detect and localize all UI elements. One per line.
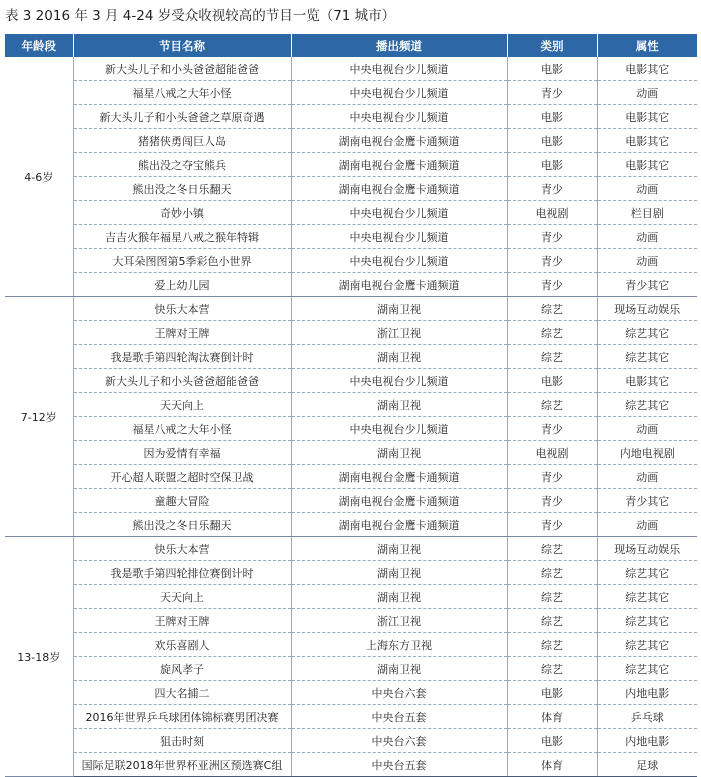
channel-cell: 湖南电视台金鹰卡通频道 (291, 153, 507, 177)
age-group-cell: 4-6岁 (5, 57, 73, 297)
table-row (5, 201, 697, 225)
table-row (5, 393, 697, 417)
category-cell: 综艺 (507, 345, 597, 369)
category-cell: 综艺 (507, 537, 597, 561)
channel-cell: 湖南卫视 (291, 585, 507, 609)
attribute-cell: 现场互动娱乐 (597, 297, 697, 321)
table-row (5, 273, 697, 297)
attribute-cell: 动画 (597, 249, 697, 273)
program-name-cell: 猪猪侠勇闯巨人岛 (73, 129, 291, 153)
category-cell: 综艺 (507, 321, 597, 345)
table-row (5, 321, 697, 345)
channel-cell: 中央台五套 (291, 753, 507, 777)
channel-cell: 湖南电视台金鹰卡通频道 (291, 273, 507, 297)
attribute-cell: 综艺其它 (597, 393, 697, 417)
category-cell: 青少 (507, 489, 597, 513)
table-row (5, 417, 697, 441)
table-row (5, 297, 697, 321)
table-row (5, 369, 697, 393)
program-name-cell: 快乐大本营 (73, 537, 291, 561)
program-name-cell: 天天向上 (73, 585, 291, 609)
program-name-cell: 我是歌手第四轮排位赛倒计时 (73, 561, 291, 585)
program-name-cell: 熊出没之冬日乐翻天 (73, 177, 291, 201)
header-program-name: 节目名称 (73, 34, 291, 57)
category-cell: 体育 (507, 705, 597, 729)
table-header-row (5, 34, 697, 57)
program-name-cell: 王牌对王牌 (73, 609, 291, 633)
category-cell: 电视剧 (507, 441, 597, 465)
table-row (5, 129, 697, 153)
attribute-cell: 综艺其它 (597, 609, 697, 633)
attribute-cell: 青少其它 (597, 489, 697, 513)
header-attribute: 属性 (597, 34, 697, 57)
channel-cell: 中央电视台少儿频道 (291, 249, 507, 273)
program-name-cell: 福星八戒之大年小怪 (73, 417, 291, 441)
attribute-cell: 电影其它 (597, 369, 697, 393)
program-name-cell: 大耳朵图图第5季彩色小世界 (73, 249, 291, 273)
attribute-cell: 青少其它 (597, 273, 697, 297)
category-cell: 青少 (507, 177, 597, 201)
attribute-cell: 电影其它 (597, 129, 697, 153)
attribute-cell: 综艺其它 (597, 321, 697, 345)
category-cell: 综艺 (507, 561, 597, 585)
attribute-cell: 综艺其它 (597, 657, 697, 681)
program-name-cell: 2016年世界乒乓球团体锦标赛男团决赛 (73, 705, 291, 729)
category-cell: 电影 (507, 153, 597, 177)
category-cell: 青少 (507, 273, 597, 297)
table-row (5, 177, 697, 201)
table-row (5, 753, 697, 777)
attribute-cell: 电影其它 (597, 57, 697, 81)
category-cell: 电影 (507, 729, 597, 753)
program-name-cell: 童趣大冒险 (73, 489, 291, 513)
channel-cell: 湖南卫视 (291, 657, 507, 681)
header-channel: 播出频道 (291, 34, 507, 57)
category-cell: 青少 (507, 417, 597, 441)
table-row (5, 609, 697, 633)
attribute-cell: 电影其它 (597, 105, 697, 129)
table-row (5, 729, 697, 753)
attribute-cell: 动画 (597, 81, 697, 105)
table-row (5, 585, 697, 609)
channel-cell: 中央电视台少儿频道 (291, 105, 507, 129)
program-name-cell: 我是歌手第四轮淘汰赛倒计时 (73, 345, 291, 369)
table-row (5, 681, 697, 705)
channel-cell: 中央台六套 (291, 729, 507, 753)
table-body (5, 57, 697, 777)
program-name-cell: 熊出没之夺宝熊兵 (73, 153, 291, 177)
age-group-cell: 13-18岁 (5, 537, 73, 777)
attribute-cell: 综艺其它 (597, 585, 697, 609)
attribute-cell: 栏目剧 (597, 201, 697, 225)
category-cell: 电影 (507, 129, 597, 153)
attribute-cell: 内地电视剧 (597, 441, 697, 465)
table-row (5, 345, 697, 369)
category-cell: 电影 (507, 369, 597, 393)
attribute-cell: 动画 (597, 513, 697, 537)
table-row (5, 225, 697, 249)
programs-table (5, 34, 697, 777)
attribute-cell: 电影其它 (597, 153, 697, 177)
attribute-cell: 动画 (597, 225, 697, 249)
program-name-cell: 快乐大本营 (73, 297, 291, 321)
attribute-cell: 综艺其它 (597, 561, 697, 585)
channel-cell: 浙江卫视 (291, 609, 507, 633)
table-row (5, 465, 697, 489)
table-row (5, 105, 697, 129)
channel-cell: 湖南卫视 (291, 561, 507, 585)
channel-cell: 中央电视台少儿频道 (291, 57, 507, 81)
category-cell: 综艺 (507, 297, 597, 321)
table-row (5, 657, 697, 681)
attribute-cell: 现场互动娱乐 (597, 537, 697, 561)
table-row (5, 561, 697, 585)
attribute-cell: 动画 (597, 417, 697, 441)
program-name-cell: 吉吉火猴年福星八戒之猴年特辑 (73, 225, 291, 249)
channel-cell: 湖南电视台金鹰卡通频道 (291, 129, 507, 153)
table-row (5, 81, 697, 105)
table-caption: 表 3 2016 年 3 月 4-24 岁受众收视较高的节目一览（71 城市） (5, 8, 396, 24)
category-cell: 综艺 (507, 585, 597, 609)
program-name-cell: 新大头儿子和小头爸爸超能爸爸 (73, 369, 291, 393)
program-name-cell: 福星八戒之大年小怪 (73, 81, 291, 105)
category-cell: 电视剧 (507, 201, 597, 225)
program-name-cell: 国际足联2018年世界杯亚洲区预选赛C组 (73, 753, 291, 777)
program-name-cell: 狙击时刻 (73, 729, 291, 753)
table-row (5, 537, 697, 561)
category-cell: 青少 (507, 465, 597, 489)
channel-cell: 中央电视台少儿频道 (291, 417, 507, 441)
category-cell: 综艺 (507, 633, 597, 657)
table-row (5, 633, 697, 657)
table-row (5, 513, 697, 537)
program-name-cell: 新大头儿子和小头爸爸超能爸爸 (73, 57, 291, 81)
channel-cell: 湖南卫视 (291, 345, 507, 369)
attribute-cell: 内地电影 (597, 681, 697, 705)
program-name-cell: 欢乐喜剧人 (73, 633, 291, 657)
program-name-cell: 天天向上 (73, 393, 291, 417)
program-name-cell: 四大名捕二 (73, 681, 291, 705)
category-cell: 电影 (507, 57, 597, 81)
program-name-cell: 因为爱情有幸福 (73, 441, 291, 465)
category-cell: 青少 (507, 513, 597, 537)
header-category: 类别 (507, 34, 597, 57)
program-name-cell: 新大头儿子和小头爸爸之草原奇遇 (73, 105, 291, 129)
attribute-cell: 动画 (597, 177, 697, 201)
attribute-cell: 足球 (597, 753, 697, 777)
channel-cell: 浙江卫视 (291, 321, 507, 345)
category-cell: 电影 (507, 105, 597, 129)
channel-cell: 上海东方卫视 (291, 633, 507, 657)
channel-cell: 中央电视台少儿频道 (291, 81, 507, 105)
program-name-cell: 王牌对王牌 (73, 321, 291, 345)
program-name-cell: 奇妙小镇 (73, 201, 291, 225)
attribute-cell: 综艺其它 (597, 633, 697, 657)
category-cell: 综艺 (507, 657, 597, 681)
attribute-cell: 内地电影 (597, 729, 697, 753)
table-row (5, 153, 697, 177)
channel-cell: 中央台五套 (291, 705, 507, 729)
channel-cell: 湖南卫视 (291, 441, 507, 465)
table-row (5, 249, 697, 273)
category-cell: 青少 (507, 225, 597, 249)
category-cell: 青少 (507, 249, 597, 273)
table-row (5, 489, 697, 513)
table-row (5, 57, 697, 81)
table-row (5, 441, 697, 465)
channel-cell: 湖南电视台金鹰卡通频道 (291, 177, 507, 201)
program-name-cell: 熊出没之冬日乐翻天 (73, 513, 291, 537)
category-cell: 综艺 (507, 393, 597, 417)
attribute-cell: 乒乓球 (597, 705, 697, 729)
channel-cell: 中央电视台少儿频道 (291, 369, 507, 393)
channel-cell: 中央台六套 (291, 681, 507, 705)
program-name-cell: 旋风孝子 (73, 657, 291, 681)
channel-cell: 湖南卫视 (291, 393, 507, 417)
channel-cell: 湖南电视台金鹰卡通频道 (291, 465, 507, 489)
channel-cell: 中央电视台少儿频道 (291, 225, 507, 249)
channel-cell: 湖南卫视 (291, 537, 507, 561)
channel-cell: 湖南电视台金鹰卡通频道 (291, 489, 507, 513)
program-name-cell: 爱上幼儿园 (73, 273, 291, 297)
header-age-group: 年龄段 (5, 34, 73, 57)
category-cell: 体育 (507, 753, 597, 777)
category-cell: 综艺 (507, 609, 597, 633)
attribute-cell: 综艺其它 (597, 345, 697, 369)
age-group-cell: 7-12岁 (5, 297, 73, 537)
category-cell: 电影 (507, 681, 597, 705)
channel-cell: 湖南卫视 (291, 297, 507, 321)
category-cell: 青少 (507, 81, 597, 105)
table-row (5, 705, 697, 729)
program-name-cell: 开心超人联盟之超时空保卫战 (73, 465, 291, 489)
channel-cell: 中央电视台少儿频道 (291, 201, 507, 225)
attribute-cell: 动画 (597, 465, 697, 489)
channel-cell: 湖南电视台金鹰卡通频道 (291, 513, 507, 537)
